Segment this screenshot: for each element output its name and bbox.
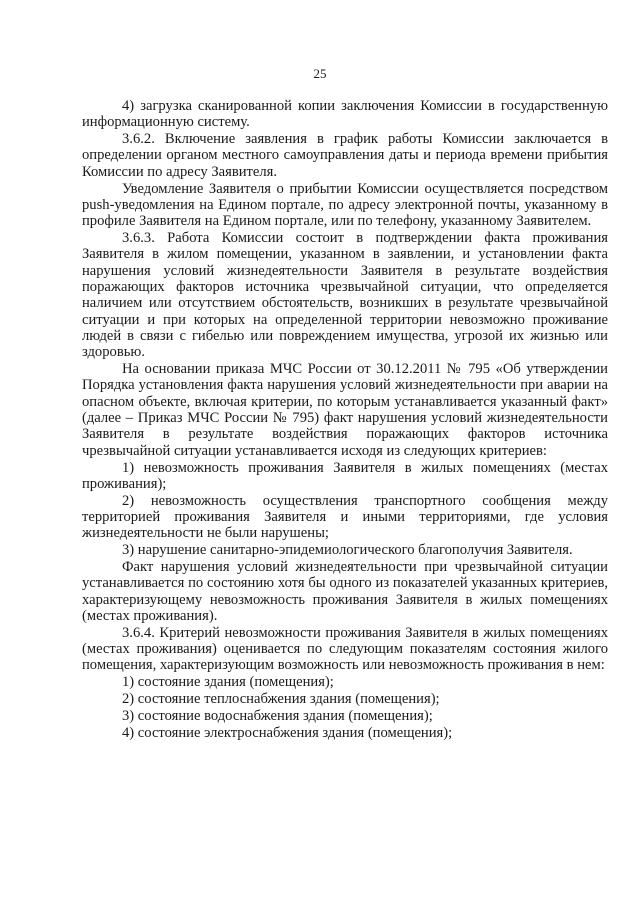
document-body [82,98,608,742]
indicator-1: 1) состояние здания (помещения); [122,674,334,691]
indicator-4: 4) состояние электроснабжения здания (помещения); [122,725,453,741]
criterion-1: 1) невозможность проживания Заявителя в жилых помещениях (местах проживания); [82,459,608,492]
indicator-2: 2) состояние теплоснабжения здания (помещения); [122,691,440,708]
criterion-3: 3) нарушение санитарно-эпидемиологического благополучия Заявителя. [122,542,573,559]
paragraph-3-6-4: 3.6.4. Критерий невозможности проживания Заявителя в жилых помещениях (местах проживания) оценивается по следующим показателям состояния жилого помещения, характеризующим возможность или невозможность проживания в нем: [82,624,608,674]
indicator-3: 3) состояние водоснабжения здания (помещения); [122,708,433,725]
paragraph-order-795: На основании приказа МЧС России от 30.12.2011 № 795 «Об утверждении Порядка установления факта нарушения условий жизнедеятельности при аварии на опасном объекте, включая критерии, по которым устанавливается указанный факт» (далее – Приказ МЧС России № 795) факт нарушения условий жизнедеятельности Заявителя в результате воздействия поражающих факторов источника чрезвычайной ситуации устанавливается исходя из следующих критериев: [82,361,608,459]
criterion-2: 2) невозможность осуществления транспортного сообщения между территорией проживания Заявителя и иными территориями, где условия жизнедеятельности не были нарушены; [82,492,608,542]
paragraph-3-6-2: 3.6.2. Включение заявления в график работы Комиссии заключается в определении органом местного самоуправления даты и периода времени прибытия Комиссии по адресу Заявителя. [82,131,608,180]
paragraph-fact-established: Факт нарушения условий жизнедеятельности при чрезвычайной ситуации устанавливается по состоянию хотя бы одного из показателей указанных критериев, характеризующему невозможность проживания Заявителя в жилых помещениях (местах проживания). [82,559,608,624]
page-number: 25 [313,66,327,81]
paragraph-3-6-3: 3.6.3. Работа Комиссии состоит в подтверждении факта проживания Заявителя в жилом помещении, указанном в заявлении, и установлении факта нарушения условий жизнедеятельности Заявителя в результате воздействия поражающих факторов источника чрезвычайной ситуации, что определяется наличием или отсутствием обстоятельств, возникших в результате чрезвычайной ситуации и при которых на определенной территории невозможно проживание людей в связи с гибелью или повреждением имущества, угрозой их жизнью или здоровью. [82,230,608,361]
paragraph-notification: Уведомление Заявителя о прибытии Комиссии осуществляется посредством push-уведомления на Едином портале, по адресу электронной почты, указанному в профиле Заявителя на Едином портале, или по телефону, указанному Заявителем. [82,180,608,230]
paragraph-item-4-upload: 4) загрузка сканированной копии заключения Комиссии в государственную информационную систему. [82,98,608,131]
